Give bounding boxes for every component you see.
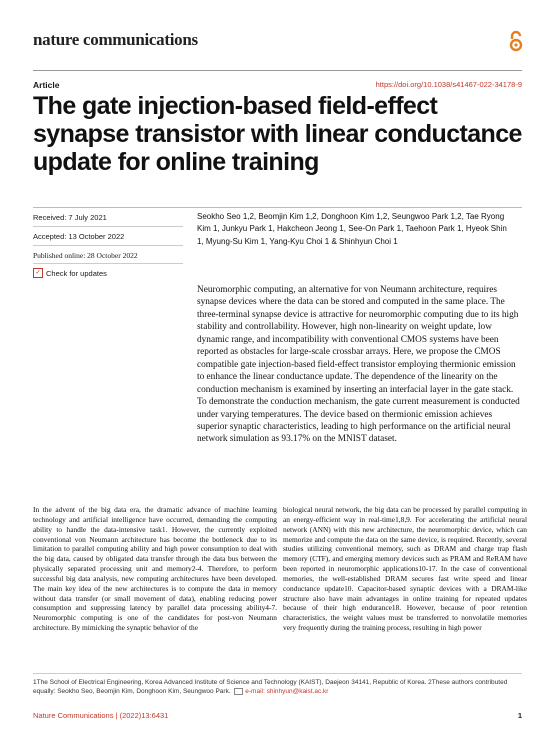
affiliation-footnote (33, 673, 522, 696)
email-link[interactable]: e-mail: shinhyun@kaist.ac.kr (245, 688, 329, 695)
affiliation-text: 1The School of Electrical Engineering, Korea Advanced Institute of Science and Technology (KAIST), Daejeon 34141, Republic of Korea. 2These authors contributed equally: Seokho Seo, Beomjin Kim, Donghoon Kim, Seungwoo Park. (33, 679, 508, 695)
check-updates-icon: ✓ (33, 268, 43, 278)
doi-link[interactable]: https://doi.org/10.1038/s41467-022-34178-9 (375, 80, 522, 89)
meta-rule (33, 207, 522, 208)
received-date: Received: 7 July 2021 (33, 213, 107, 222)
check-updates-label: Check for updates (46, 268, 107, 278)
abstract: Neuromorphic computing, an alternative for von Neumann architecture, requires synapse devices where the data can be stored and computed in the same place. The three-terminal synapse device is attractive for neuromorphic computing due to its high stability and controllability. However, high non-linearity on weight update, low dynamic range, and incompatibility with conventional CMOS systems have been reported as obstacles for large-scale crossbar arrays. Here, we propose the CMOS compatible gate injection-based field-effect transistor employing thermionic emission to enhance the linear conductance update. The dependence of the linearity on the conduction mechanism is examined by inserting an interfacial layer in the gate stack. To demonstrate the conduction mechanism, the gate current measurement is conducted under varying temperatures. The device based on thermionic emission achieves superior synaptic characteristics, leading to high performance on the artificial neural network simulation as 93.17% on the MNIST dataset. (197, 285, 520, 445)
citation: Nature Communications | (2022)13:6431 (33, 711, 169, 720)
accepted-date: Accepted: 13 October 2022 (33, 232, 125, 241)
open-access-icon (508, 29, 524, 53)
meta-divider (33, 226, 183, 227)
page-number: 1 (517, 711, 522, 720)
article-type: Article (33, 80, 60, 90)
envelope-icon (234, 688, 243, 695)
body-column-right: biological neural network, the big data can be processed by parallel computing in an energy-efficient way in real-time1,8,9. For accelerating the artificial neural network (ANN) with this new architecture, the neuromorphic device, which can memorize and compute the data on the same device, is required. Recently, several studies utilizing conventional memory, such as DRAM and charge trap flash memory (CTF), and emerging memory devices such as PRAM and ReRAM have been reported in neuromorphic applications10-17. In the case of conventional memories, the well-established DRAM secures fast write speed and linear conductance update10. Capacitor-based synaptic devices with a DRAM-like structure also have main advantages in online training for repeated updates because of their high endurance18. However, because of poor retention characteristics, the weight values must be transferred to nonvolatile memories very frequently during the training process, resulting in high power (283, 505, 527, 633)
header-rule (33, 70, 522, 71)
author-list: Seokho Seo 1,2, Beomjin Kim 1,2, Donghoon Kim 1,2, Seungwoo Park 1,2, Tae Ryong Kim 1, Junkyu Park 1, Hakcheon Jeong 1, See-On Park 1, Taehoon Park 1, Hyeok Shin 1, Myung-Su Kim 1, Yang-Kyu Choi 1 & Shinhyun Choi 1 (197, 212, 507, 246)
article-title: The gate injection-based field-effect synapse transistor with linear conductance update for online training (33, 92, 522, 176)
body-column-left: In the advent of the big data era, the dramatic advance of machine learning technology and artificial intelligence have occurred, demanding the computing ability to handle the data-intensive task1. However, the currently exploited conventional von Neumann architecture has become the bottleneck due to its limitation to parallel computing ability and high power consumption to deal with the big data, caused by obligated data transfer through the data bus between the physically separated processing unit and memory2-4. Therefore, to perform successful big data analysis, new computing architectures have been developed. The main key idea of the new architectures is to compute the data in memory without data transfer (or small movement of data), enabling reducing power consumption and suppressing latency by parallel data processing ability4-7. Neuromorphic computing is one of the candidates for post-von Neumann architecture. By mimicking the synaptic behavior of the (33, 505, 277, 633)
journal-name: nature communications (33, 30, 198, 49)
published-date: Published online: 28 October 2022 (33, 251, 138, 260)
meta-divider (33, 245, 183, 246)
meta-divider (33, 263, 183, 264)
check-updates-link[interactable] (33, 268, 107, 278)
